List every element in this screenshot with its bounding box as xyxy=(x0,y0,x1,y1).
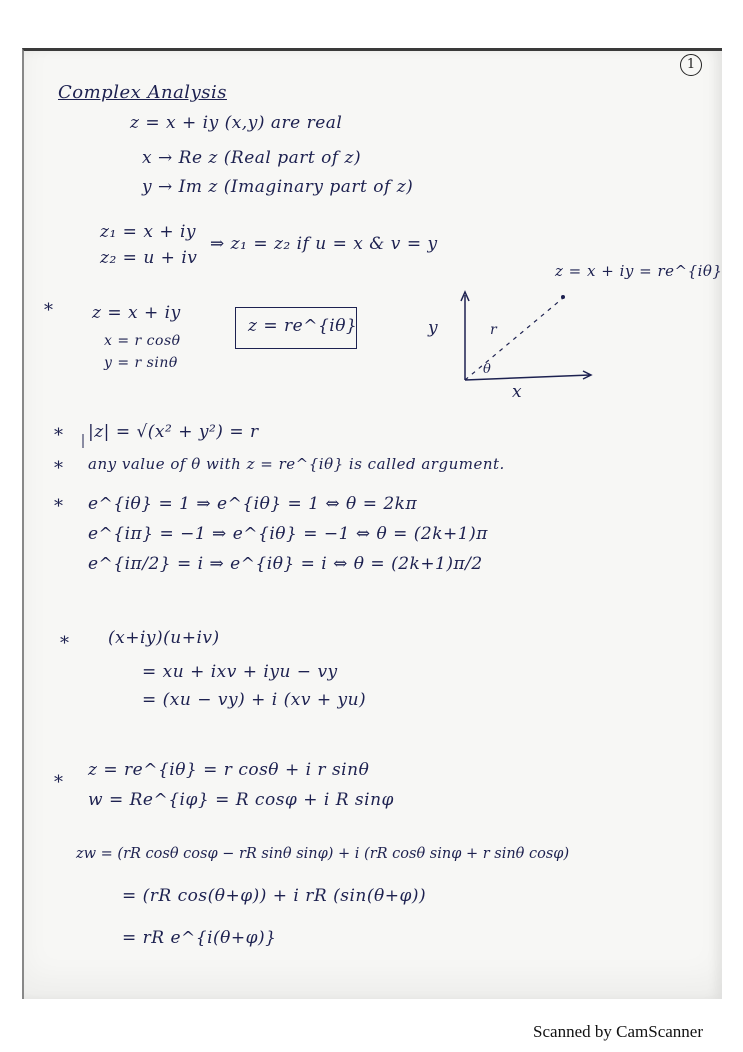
diagram-point-label: z = x + iy = re^{iθ} xyxy=(555,262,723,280)
note-line: z = re^{iθ} xyxy=(248,316,358,336)
note-line: e^{iπ/2} = i ⇒ e^{iθ} = i ⇔ θ = (2k+1)π/2 xyxy=(88,554,483,574)
note-line: z = re^{iθ} = r cosθ + i r sinθ xyxy=(88,760,370,780)
bullet-star: * xyxy=(44,300,53,321)
x-axis-label: x xyxy=(512,382,523,402)
note-line: zw = (rR cosθ cosφ − rR sinθ sinφ) + i (rR cosθ sinφ + r sinθ cosφ) xyxy=(76,846,570,862)
note-line: z₂ = u + iv xyxy=(100,248,198,268)
note-line: |z| = √(x² + y²) = r xyxy=(88,422,259,442)
note-line: = xu + ixv + iyu − vy xyxy=(142,662,338,682)
angle-label: θ xyxy=(483,362,492,377)
note-line: e^{iπ} = −1 ⇒ e^{iθ} = −1 ⇔ θ = (2k+1)π xyxy=(88,524,488,544)
note-line: = (rR cos(θ+φ)) + i rR (sin(θ+φ)) xyxy=(122,886,427,906)
note-line: (x+iy)(u+iv) xyxy=(108,628,220,648)
bullet-star: * xyxy=(54,496,63,517)
bullet-star: * xyxy=(54,772,63,793)
note-line: x → Re z (Real part of z) xyxy=(142,148,362,168)
page-number: 1 xyxy=(680,54,702,76)
note-line: e^{iθ} = 1 ⇒ e^{iθ} = 1 ⇔ θ = 2kπ xyxy=(88,494,418,514)
note-line: = (xu − vy) + i (xv + yu) xyxy=(142,690,367,710)
note-line: any value of θ with z = re^{iθ} is called argument. xyxy=(88,455,505,473)
note-line: w = Re^{iφ} = R cosφ + i R sinφ xyxy=(88,790,394,810)
note-line: y → Im z (Imaginary part of z) xyxy=(142,177,414,197)
bullet-star: * xyxy=(54,458,63,479)
page-title: Complex Analysis xyxy=(58,82,227,103)
note-line: y = r sinθ xyxy=(104,355,178,371)
note-line: = rR e^{i(θ+φ)} xyxy=(122,928,277,948)
note-line: z₁ = x + iy xyxy=(100,222,197,242)
note-line: x = r cosθ xyxy=(104,333,181,349)
note-line: z = x + iy (x,y) are real xyxy=(130,113,343,133)
note-line: ⇒ z₁ = z₂ if u = x & v = y xyxy=(210,234,438,254)
scanner-footer: Scanned by CamScanner xyxy=(533,1022,703,1041)
y-axis-label: y xyxy=(428,318,439,338)
bullet-star: * xyxy=(54,425,63,446)
radius-label: r xyxy=(490,322,498,338)
bullet-star: * xyxy=(60,633,69,654)
note-line: z = x + iy xyxy=(92,303,181,323)
